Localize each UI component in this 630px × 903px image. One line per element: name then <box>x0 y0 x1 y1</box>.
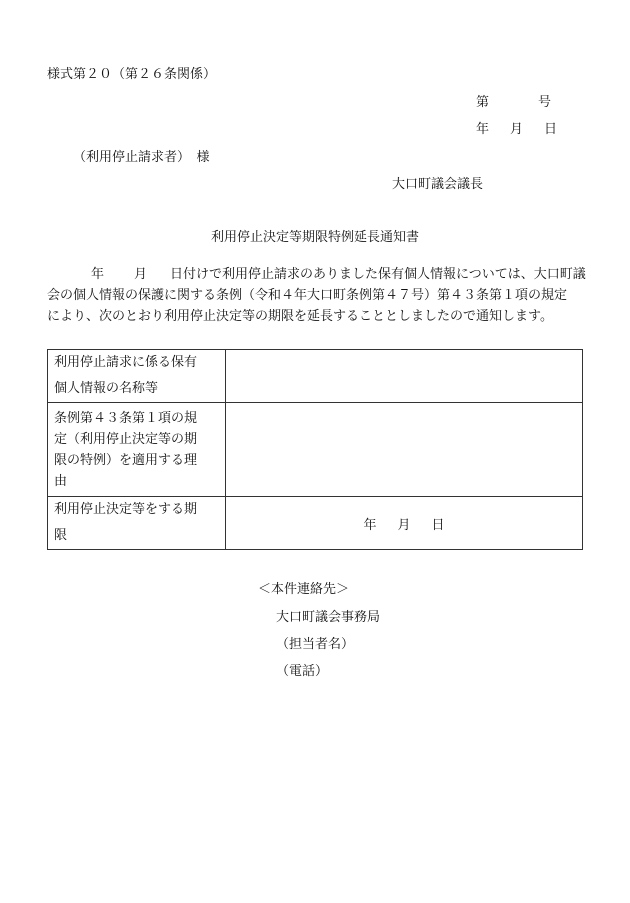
row-label-info-name <box>48 350 226 403</box>
row-label-deadline <box>48 497 226 550</box>
row-value-info-name[interactable] <box>226 350 583 403</box>
table-row <box>48 497 583 550</box>
issue-date-month: 月 <box>510 122 524 137</box>
document-title: 利用停止決定等期限特例延長通知書 <box>210 230 419 245</box>
label-line: 由 <box>54 473 68 489</box>
row-value-reason[interactable] <box>226 403 583 497</box>
table-row <box>48 403 583 497</box>
body-line-1 <box>47 264 586 285</box>
body-line-2: 会の個人情報の保護に関する条例（令和４年大口町条例第４７号）第４３条第１項の規定 <box>47 288 568 303</box>
info-table <box>47 349 583 550</box>
label-line: 利用停止請求に係る保有 <box>54 355 198 370</box>
table-row <box>48 350 583 403</box>
recipient: （利用停止請求者） 様 <box>73 150 210 165</box>
contact-phone: （電話） <box>276 664 329 679</box>
label-line: 限 <box>54 528 68 543</box>
body-line-1-rest: 日付けで利用停止請求のありました保有個人情報については、大口町議 <box>170 267 586 282</box>
row-value-deadline[interactable] <box>226 497 583 550</box>
number-suffix: 号 <box>538 95 552 110</box>
issue-date <box>476 122 557 138</box>
body-month: 月 <box>134 267 148 282</box>
body-year: 年 <box>91 267 105 282</box>
form-label: 様式第２０（第２６条関係） <box>47 67 217 82</box>
body-text <box>47 264 586 327</box>
document-number <box>476 95 551 111</box>
body-line-3: により、次のとおり利用停止決定等の期限を延長することとしましたので通知します。 <box>47 309 553 324</box>
deadline-month: 月 <box>397 517 411 533</box>
contact-person: （担当者名） <box>276 637 355 652</box>
label-line: 個人情報の名称等 <box>54 381 159 396</box>
issue-date-year: 年 <box>476 122 490 137</box>
deadline-year: 年 <box>363 517 377 533</box>
contact-heading: ＜本件連絡先＞ <box>258 582 350 597</box>
label-line: 利用停止決定等をする期 <box>54 502 198 517</box>
issue-date-day: 日 <box>544 122 558 137</box>
number-prefix: 第 <box>476 95 490 110</box>
contact-office: 大口町議会事務局 <box>276 610 381 625</box>
label-line: 定（利用停止決定等の期 <box>54 431 198 447</box>
sender: 大口町議会議長 <box>392 177 484 192</box>
row-label-reason <box>48 403 226 497</box>
deadline-day: 日 <box>431 517 445 533</box>
label-line: 条例第４３条第１項の規 <box>54 410 198 426</box>
label-line: 限の特例）を適用する理 <box>54 452 198 468</box>
